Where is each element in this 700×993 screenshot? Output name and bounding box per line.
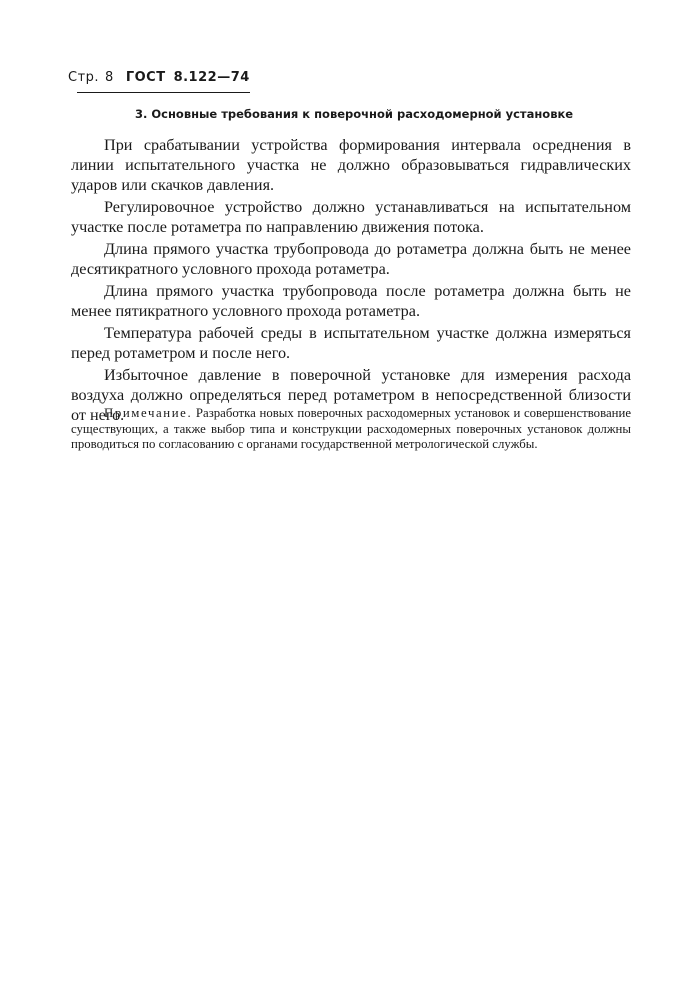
header-rule: [77, 92, 250, 93]
note: [71, 406, 631, 453]
paragraph: Длина прямого участка трубопровода после ротаметра должна быть не менее пятикратного условного прохода ротаметра.: [71, 282, 631, 320]
standard-name: ГОСТ: [125, 70, 166, 85]
paragraph: Избыточное давление в поверочной установке для измерения расхода воздуха должно определяться перед ротаметром в непосредственной близости от него.: [71, 366, 631, 424]
paragraph: Температура рабочей среды в испытательном участке должна измеряться перед ротаметром и после него.: [71, 324, 631, 362]
paragraph: При срабатывании устройства формирования интервала осреднения в линии испытательного участка не должно образовываться гидравлических ударов или скачков давления.: [71, 136, 631, 194]
note-text: Разработка новых поверочных расходомерных установок и совершенствование существующих, а также выбор типа и конструкции расходомерных поверочных установок должны проводиться по согласованию с органами государственной метрологической службы.: [71, 406, 631, 451]
paragraph: Регулировочное устройство должно устанавливаться на испытательном участке после ротаметра по направлению движения потока.: [71, 198, 631, 236]
section-title: 3. Основные требования к поверочной расходомерной установке: [135, 107, 574, 121]
note-label: Примечание.: [104, 406, 193, 420]
standard-code: 8.122—74: [173, 70, 250, 85]
body-text: [71, 135, 631, 427]
page-number: 8: [105, 70, 114, 85]
page-label: Стр.: [68, 70, 100, 85]
page-header: [68, 70, 250, 85]
paragraph: Длина прямого участка трубопровода до ротаметра должна быть не менее десятикратного условного прохода ротаметра.: [71, 240, 631, 278]
